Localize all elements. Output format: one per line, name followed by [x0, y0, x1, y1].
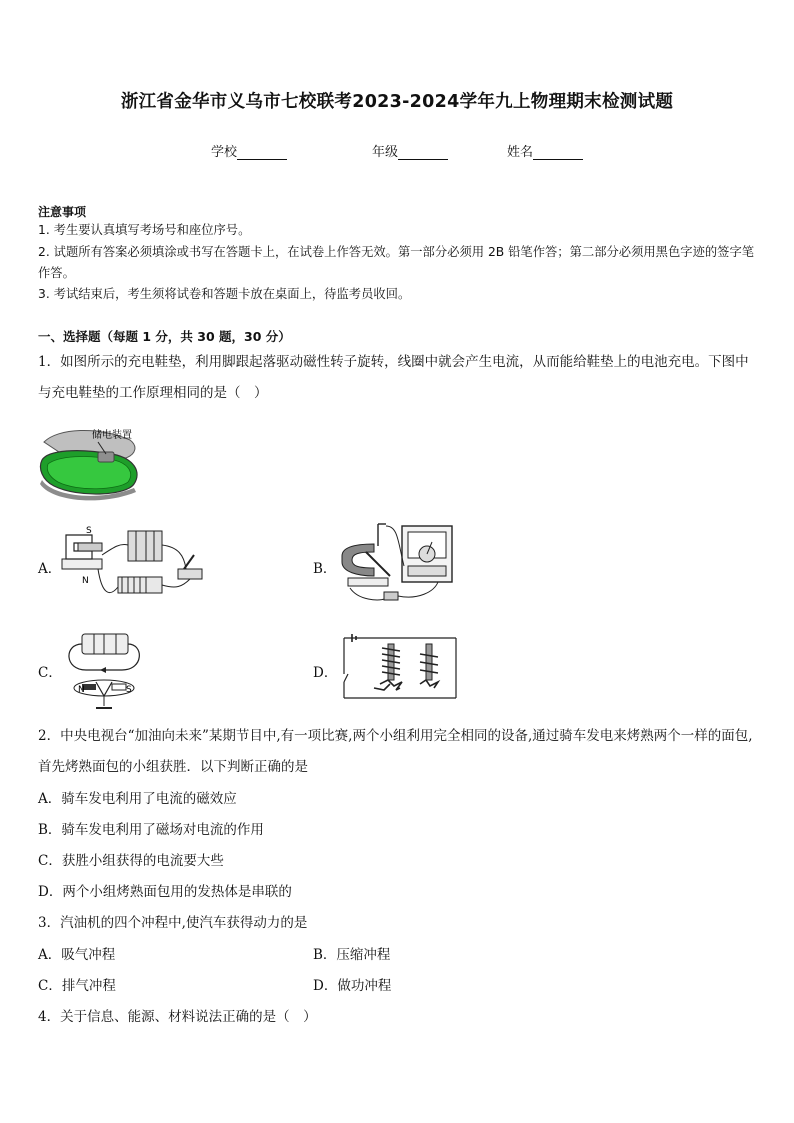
option-d-label: D． — [313, 665, 338, 681]
notice-item: 2. 试题所有答案必须填涂或书写在答题卡上，在试卷上作答无效。第一部分必须用 2B 铅笔作答；第二部分必须用黑色字迹的签字笔作答。 — [38, 245, 755, 280]
question-2-option-a: A．骑车发电利用了电流的磁效应 — [38, 791, 237, 807]
magnet-n-label: N — [82, 576, 89, 586]
notice-heading: 注意事项 — [38, 205, 87, 219]
school-label: 学校 — [211, 145, 238, 160]
option-a-figure — [58, 525, 208, 607]
school-blank — [237, 147, 287, 160]
section-heading: 一、选择题（每题 1 分，共 30 题，30 分） — [38, 329, 291, 344]
needle-n-label: N — [78, 685, 85, 695]
question-2-option-c: C．获胜小组获得的电流要大些 — [38, 853, 224, 869]
option-a-label: A． — [38, 561, 62, 577]
name-field — [507, 141, 583, 160]
magnet-s-label: S — [86, 526, 92, 536]
question-2-stem: 2．中央电视台“加油向未来”某期节目中,有一项比赛,两个小组利用完全相同的设备,通过骑车发电来烤熟两个一样的面包,首先烤熟面包的小组获胜．以下判断正确的是 — [38, 728, 753, 775]
page-title: 浙江省金华市义乌市七校联考2023-2024学年九上物理期末检测试题 — [120, 92, 674, 112]
needle-s-label: S — [126, 685, 132, 695]
notice-item: 1. 考生要认真填写考场号和座位序号。 — [38, 223, 251, 237]
grade-blank — [398, 147, 448, 160]
question-2-option-d: D．两个小组烤熟面包用的发热体是串联的 — [38, 884, 292, 900]
charging-insole-figure — [38, 424, 148, 504]
question-1-stem: 1．如图所示的充电鞋垫，利用脚跟起落驱动磁性转子旋转，线圈中就会产生电流，从而能给鞋垫上的电池充电。下图中与充电鞋垫的工作原理相同的是（ ） — [38, 354, 749, 401]
option-c-figure — [60, 630, 148, 712]
grade-field — [372, 141, 448, 160]
question-3-option-b: B．压缩冲程 — [313, 947, 391, 963]
question-4-stem: 4．关于信息、能源、材料说法正确的是（ ） — [38, 1009, 317, 1025]
grade-label: 年级 — [372, 145, 399, 160]
option-d-figure — [338, 630, 462, 702]
storage-device-label: 储电装置 — [92, 430, 132, 441]
question-3-option-d: D．做功冲程 — [313, 978, 392, 994]
question-3-option-c: C．排气冲程 — [38, 978, 116, 994]
option-b-label: B． — [313, 561, 337, 577]
school-field — [211, 141, 287, 160]
option-b-figure — [338, 522, 458, 610]
question-3-stem: 3．汽油机的四个冲程中,使汽车获得动力的是 — [38, 915, 308, 931]
option-c-label: C． — [38, 665, 62, 681]
question-3-option-a: A．吸气冲程 — [38, 947, 116, 963]
question-2-option-b: B．骑车发电利用了磁场对电流的作用 — [38, 822, 264, 838]
name-label: 姓名 — [507, 145, 534, 160]
name-blank — [533, 147, 583, 160]
notice-item: 3. 考试结束后，考生须将试卷和答题卡放在桌面上，待监考员收回。 — [38, 287, 411, 301]
